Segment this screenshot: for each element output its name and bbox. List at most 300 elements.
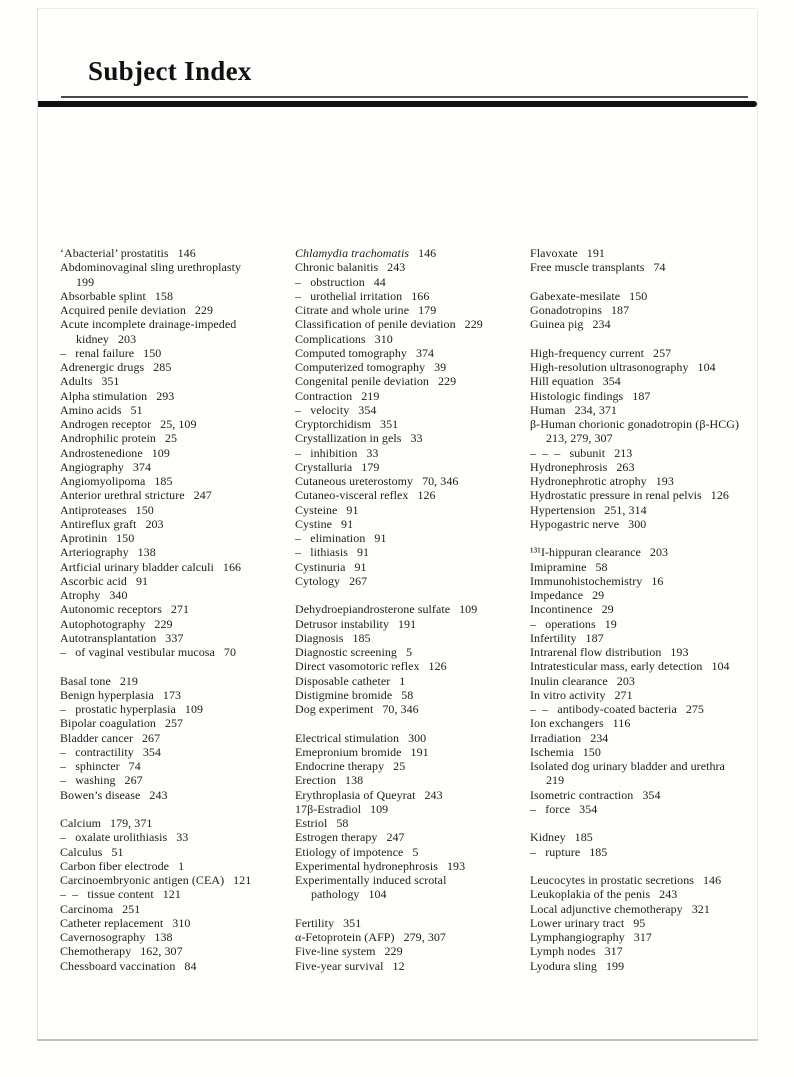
entry-page-numbers: 1: [399, 673, 406, 688]
entry-page-numbers: 285: [153, 360, 172, 374]
index-entry: [60, 745, 295, 759]
index-entry: [295, 260, 530, 274]
index-entry: [60, 959, 295, 973]
entry-page-numbers: 126: [428, 659, 447, 674]
entry-page-numbers: 74: [653, 260, 666, 275]
entry-term: Guinea pig: [530, 317, 584, 332]
entry-term: Androgen receptor: [60, 417, 152, 431]
entry-term: Intratesticular mass, early detection: [530, 659, 703, 674]
index-entry: [60, 503, 295, 517]
index-entry: [60, 887, 295, 901]
entry-term: Direct vasomotoric reflex: [295, 659, 420, 674]
index-entry: [295, 374, 530, 388]
line-spacer: [295, 588, 530, 602]
entry-page-numbers: 257: [164, 716, 184, 731]
index-columns: [60, 246, 765, 973]
entry-page-numbers: 84: [184, 958, 197, 973]
entry-term: Basal tone: [60, 673, 111, 688]
index-entry: [530, 246, 765, 260]
index-entry: [530, 503, 765, 517]
entry-page-numbers: 234, 371: [574, 402, 617, 417]
index-entry: [295, 531, 530, 545]
entry-page-numbers: 187: [610, 303, 630, 317]
entry-page-numbers: 109: [151, 445, 170, 460]
index-entry: [295, 930, 530, 944]
index-entry: [295, 830, 530, 844]
entry-term: Autotransplantation: [60, 630, 157, 645]
entry-term: – lithiasis: [295, 545, 348, 560]
entry-page-numbers: 91: [135, 573, 149, 588]
entry-term: Histologic findings: [530, 388, 624, 403]
entry-page-numbers: 374: [132, 459, 152, 474]
entry-page-numbers: 166: [222, 559, 242, 574]
index-entry: [530, 360, 765, 374]
entry-term: Inulin clearance: [530, 673, 608, 688]
entry-term: kidney: [76, 331, 109, 346]
entry-term: Amino acids: [60, 402, 122, 417]
entry-term: Lymph nodes: [530, 944, 596, 959]
entry-page-numbers: 25, 109: [160, 417, 197, 431]
entry-page-numbers: 279, 307: [403, 930, 446, 944]
entry-term: Ischemia: [530, 744, 574, 759]
index-entry: [295, 346, 530, 360]
index-entry: [530, 845, 765, 859]
entry-term: Estrogen therapy: [295, 830, 378, 845]
index-entry: [295, 816, 530, 830]
entry-page-numbers: 321: [691, 901, 710, 916]
entry-term: Carcinoembryonic antigen (CEA): [60, 873, 225, 887]
index-entry: [60, 916, 295, 930]
entry-page-numbers: 150: [582, 744, 601, 759]
entry-term: Imipramine: [530, 559, 587, 574]
entry-page-numbers: 243: [659, 887, 678, 902]
entry-page-numbers: 91: [374, 531, 387, 545]
entry-term: Carbon fiber electrode: [60, 858, 170, 873]
entry-page-numbers: 187: [632, 388, 651, 403]
index-column-2: [295, 246, 530, 973]
index-entry: [530, 574, 765, 588]
entry-page-numbers: 310: [172, 915, 191, 930]
entry-page-numbers: 91: [357, 545, 370, 560]
entry-term: – – antibody-coated bacteria: [530, 702, 677, 716]
entry-term: Hydrostatic pressure in renal pelvis: [530, 488, 702, 503]
entry-term: Cysteine: [295, 502, 338, 517]
index-entry: [530, 916, 765, 930]
entry-page-numbers: 271: [614, 687, 633, 702]
index-entry: [530, 745, 765, 759]
entry-term: Cutaneous ureterostomy: [295, 474, 414, 488]
entry-term: Intrarenal flow distribution: [530, 645, 662, 659]
entry-term: Ion exchangers: [530, 716, 604, 731]
entry-term: Irradiation: [530, 730, 582, 745]
entry-page-numbers: 203: [649, 545, 669, 560]
index-entry: [530, 517, 765, 531]
index-entry: [295, 759, 530, 773]
entry-page-numbers: 247: [386, 830, 405, 845]
entry-term: – prostatic hyperplasia: [60, 702, 176, 716]
entry-term: Isometric contraction: [530, 787, 634, 802]
index-entry: [60, 289, 295, 303]
index-entry: [60, 317, 295, 331]
entry-page-numbers: 29: [592, 588, 605, 602]
entry-term: ‘Abacterial’ prostatitis: [60, 246, 169, 260]
entry-page-numbers: 193: [446, 858, 466, 873]
entry-term: – – – subunit: [530, 445, 606, 460]
entry-term: Aprotinin: [60, 531, 108, 545]
entry-term: – oxalate urolithiasis: [60, 830, 168, 845]
entry-page-numbers: 109: [459, 602, 478, 617]
entry-term: Endocrine therapy: [295, 759, 385, 773]
index-entry: [295, 488, 530, 502]
index-entry: [530, 902, 765, 916]
entry-term: – rupture: [530, 844, 581, 859]
entry-term: Calcium: [60, 816, 102, 830]
entry-term: – renal failure: [60, 345, 135, 360]
index-entry: [530, 260, 765, 274]
index-entry: [530, 460, 765, 474]
entry-page-numbers: 267: [124, 773, 143, 788]
entry-page-numbers: 185: [589, 844, 608, 859]
index-entry: [530, 289, 765, 303]
index-entry: [60, 702, 295, 716]
index-entry: [60, 460, 295, 474]
entry-term: Crystalluria: [295, 459, 353, 474]
index-entry: [60, 731, 295, 745]
entry-term: Leucocytes in prostatic secretions: [530, 873, 694, 887]
index-entry: [295, 845, 530, 859]
entry-page-numbers: 243: [149, 787, 168, 802]
entry-term: Crystallization in gels: [295, 431, 402, 446]
index-entry: [60, 260, 295, 274]
index-entry: [60, 275, 295, 289]
entry-term: – inhibition: [295, 445, 358, 460]
index-entry: [295, 246, 530, 260]
line-spacer: [530, 816, 765, 830]
entry-term: Gonadotropins: [530, 303, 602, 317]
index-entry: [530, 887, 765, 901]
index-entry: [530, 389, 765, 403]
entry-page-numbers: 146: [702, 873, 722, 887]
line-spacer: [60, 802, 295, 816]
index-entry: [60, 773, 295, 787]
entry-term: Adrenergic drugs: [60, 360, 145, 374]
entry-page-numbers: 146: [418, 246, 437, 260]
entry-term: – of vaginal vestibular mucosa: [60, 645, 215, 659]
entry-term: 199: [76, 274, 95, 289]
entry-term: Complications: [295, 331, 366, 346]
entry-term: Chlamydia trachomatis: [295, 246, 410, 260]
entry-page-numbers: 191: [398, 616, 417, 631]
entry-page-numbers: 162, 307: [140, 944, 183, 959]
index-entry: [295, 916, 530, 930]
entry-term: – washing: [60, 773, 116, 788]
entry-term: Isolated dog urinary bladder and urethra: [530, 759, 725, 773]
entry-page-numbers: 203: [117, 331, 137, 346]
entry-term: Kidney: [530, 830, 566, 845]
index-entry: [530, 560, 765, 574]
entry-page-numbers: 257: [653, 345, 672, 360]
entry-page-numbers: 185: [154, 474, 173, 488]
entry-term: Atrophy: [60, 588, 101, 602]
entry-page-numbers: 219: [361, 388, 380, 403]
entry-term: Distigmine bromide: [295, 687, 393, 702]
entry-term: Benign hyperplasia: [60, 687, 154, 702]
entry-term: Contraction: [295, 388, 353, 403]
entry-term: Congenital penile deviation: [295, 374, 429, 389]
entry-page-numbers: 251, 314: [604, 502, 647, 517]
entry-page-numbers: 138: [137, 545, 156, 560]
index-entry: [530, 688, 765, 702]
entry-page-numbers: 19: [604, 616, 617, 631]
entry-term: Experimental hydronephrosis: [295, 858, 438, 873]
index-column-3: [530, 246, 765, 973]
entry-term: Hill equation: [530, 374, 594, 389]
index-entry: [530, 317, 765, 331]
entry-term: Classification of penile deviation: [295, 317, 456, 332]
entry-page-numbers: 191: [410, 744, 429, 759]
entry-term: Cytology: [295, 573, 341, 588]
entry-page-numbers: 138: [154, 930, 173, 944]
entry-page-numbers: 185: [352, 630, 371, 645]
index-entry: [530, 944, 765, 958]
index-entry: [295, 289, 530, 303]
entry-page-numbers: 229: [194, 303, 214, 317]
entry-page-numbers: 109: [184, 702, 204, 716]
entry-page-numbers: 203: [145, 516, 164, 531]
entry-term: Bipolar coagulation: [60, 716, 156, 731]
entry-term: Antiproteases: [60, 502, 127, 517]
index-entry: [60, 403, 295, 417]
entry-term: Cryptorchidism: [295, 417, 372, 431]
entry-term: Erythroplasia of Queyrat: [295, 787, 416, 802]
index-entry: [295, 617, 530, 631]
entry-term: 17β-Estradiol: [295, 801, 362, 816]
entry-page-numbers: 354: [579, 801, 598, 816]
entry-term: – urothelial irritation: [295, 288, 403, 303]
entry-page-numbers: 275: [685, 702, 704, 716]
entry-page-numbers: 39: [434, 360, 447, 374]
entry-term: Catheter replacement: [60, 915, 164, 930]
entry-page-numbers: 91: [354, 559, 367, 574]
page-edge-left: [37, 8, 38, 1040]
entry-page-numbers: 138: [345, 773, 364, 788]
entry-term: Alpha stimulation: [60, 388, 148, 403]
entry-term: Impedance: [530, 588, 584, 602]
entry-page-numbers: 121: [233, 873, 252, 887]
index-entry: [295, 731, 530, 745]
index-entry: [295, 802, 530, 816]
entry-page-numbers: 213: [614, 445, 633, 460]
entry-page-numbers: 300: [408, 730, 427, 745]
index-entry: [295, 403, 530, 417]
entry-term: Artficial urinary bladder calculi: [60, 559, 214, 574]
entry-page-numbers: 179, 371: [110, 816, 153, 830]
line-spacer: [530, 332, 765, 346]
entry-term: Free muscle transplants: [530, 260, 645, 275]
entry-page-numbers: 33: [366, 445, 379, 460]
entry-term: Local adjunctive chemotherapy: [530, 901, 683, 916]
entry-term: Bladder cancer: [60, 730, 133, 745]
entry-term: Bowen’s disease: [60, 787, 141, 802]
entry-term: Chemotherapy: [60, 944, 132, 959]
entry-page-numbers: 25: [393, 759, 406, 773]
entry-page-numbers: 173: [162, 687, 182, 702]
index-entry: [60, 816, 295, 830]
entry-page-numbers: 150: [143, 345, 162, 360]
entry-term: Hypertension: [530, 502, 596, 517]
entry-page-numbers: 340: [109, 588, 128, 602]
line-spacer: [530, 275, 765, 289]
index-entry: [530, 488, 765, 502]
index-entry: [60, 873, 295, 887]
index-entry: [60, 788, 295, 802]
index-entry: [530, 702, 765, 716]
index-entry: [295, 859, 530, 873]
entry-page-numbers: 251: [122, 901, 141, 916]
entry-term: Detrusor instability: [295, 616, 389, 631]
index-entry: [60, 674, 295, 688]
index-entry: [530, 417, 765, 431]
entry-page-numbers: 271: [170, 602, 190, 617]
index-entry: [530, 873, 765, 887]
entry-term: Dehydroepiandrosterone sulfate: [295, 602, 451, 617]
entry-page-numbers: 121: [162, 887, 181, 902]
entry-page-numbers: 229: [437, 374, 457, 389]
index-entry: [530, 731, 765, 745]
entry-term: Five-year survival: [295, 958, 384, 973]
entry-term: Diagnosis: [295, 630, 344, 645]
entry-term: β-Human chorionic gonadotropin (β-HCG): [530, 417, 740, 431]
entry-page-numbers: 234: [592, 317, 611, 332]
entry-term: Abdominovaginal sling urethroplasty: [60, 260, 242, 275]
entry-term: Disposable catheter: [295, 673, 391, 688]
entry-term: Cystine: [295, 516, 333, 531]
entry-page-numbers: 310: [374, 331, 393, 346]
index-entry: [60, 517, 295, 531]
entry-page-numbers: 179: [361, 459, 380, 474]
index-entry: [295, 431, 530, 445]
index-entry: [295, 788, 530, 802]
entry-term: Acquired penile deviation: [60, 303, 186, 317]
entry-page-numbers: 229: [384, 944, 403, 959]
index-entry: [295, 503, 530, 517]
index-entry: [295, 545, 530, 559]
index-entry: [530, 659, 765, 673]
entry-page-numbers: 247: [193, 488, 212, 503]
entry-term: Lyodura sling: [530, 958, 597, 973]
entry-page-numbers: 104: [711, 659, 730, 674]
title-rule-thick: [38, 101, 757, 107]
index-entry: [530, 303, 765, 317]
entry-page-numbers: 193: [670, 645, 689, 659]
index-entry: [530, 674, 765, 688]
entry-term: Leukoplakia of the penis: [530, 887, 651, 902]
entry-term: α-Fetoprotein (AFP): [295, 930, 395, 944]
entry-page-numbers: 351: [101, 374, 120, 389]
entry-page-numbers: 33: [176, 830, 189, 845]
entry-page-numbers: 267: [142, 730, 161, 745]
entry-page-numbers: 51: [111, 844, 124, 859]
entry-page-numbers: 29: [601, 602, 614, 617]
entry-page-numbers: 104: [697, 360, 716, 374]
entry-page-numbers: 351: [380, 417, 399, 431]
entry-page-numbers: 126: [417, 488, 436, 503]
entry-page-numbers: 354: [642, 787, 661, 802]
index-entry: [295, 944, 530, 958]
entry-term: – obstruction: [295, 274, 365, 289]
entry-page-numbers: 16: [651, 573, 664, 588]
index-entry: [60, 246, 295, 260]
entry-page-numbers: 243: [387, 260, 406, 275]
index-entry: [60, 560, 295, 574]
entry-page-numbers: 44: [373, 274, 386, 289]
index-column-1: [60, 246, 295, 973]
entry-term: – – tissue content: [60, 887, 154, 902]
index-entry: [295, 602, 530, 616]
index-entry: [530, 474, 765, 488]
entry-term: Flavoxate: [530, 246, 578, 260]
entry-term: Antireflux graft: [60, 516, 137, 531]
entry-term: – operations: [530, 616, 596, 631]
index-entry: [60, 488, 295, 502]
index-entry: [530, 645, 765, 659]
page-edge-bottom: [37, 1039, 758, 1041]
line-spacer: [295, 902, 530, 916]
index-entry: [295, 317, 530, 331]
index-entry: [295, 887, 530, 901]
index-entry: [295, 275, 530, 289]
entry-page-numbers: 25: [164, 431, 178, 446]
entry-page-numbers: 116: [612, 716, 631, 731]
entry-term: Hydronephrotic atrophy: [530, 474, 647, 488]
index-entry: [60, 716, 295, 730]
entry-page-numbers: 354: [358, 402, 377, 417]
index-entry: [60, 531, 295, 545]
line-spacer: [295, 716, 530, 730]
entry-page-numbers: 374: [415, 345, 435, 360]
index-entry: [295, 574, 530, 588]
entry-term: Gabexate-mesilate: [530, 288, 621, 303]
index-entry: [530, 431, 765, 445]
index-entry: [60, 474, 295, 488]
entry-page-numbers: 51: [130, 402, 143, 417]
index-entry: [60, 930, 295, 944]
entry-page-numbers: 104: [368, 887, 387, 902]
entry-page-numbers: 1: [178, 858, 185, 873]
entry-term: Androphilic protein: [60, 431, 156, 446]
entry-page-numbers: 70, 346: [382, 702, 419, 716]
entry-term: ¹³¹I-hippuran clearance: [530, 545, 641, 560]
entry-term: Fertility: [295, 915, 335, 930]
line-spacer: [530, 859, 765, 873]
index-entry: [530, 930, 765, 944]
index-entry: [295, 688, 530, 702]
index-entry: [295, 645, 530, 659]
entry-page-numbers: 146: [177, 246, 196, 260]
index-entry: [60, 588, 295, 602]
entry-page-numbers: 70, 346: [422, 474, 459, 488]
entry-term: Cutaneo-visceral reflex: [295, 488, 409, 503]
entry-term: Etiology of impotence: [295, 844, 404, 859]
index-entry: [60, 944, 295, 958]
index-entry: [60, 574, 295, 588]
entry-term: – velocity: [295, 402, 350, 417]
entry-page-numbers: 185: [574, 830, 593, 845]
index-entry: [295, 360, 530, 374]
index-entry: [530, 617, 765, 631]
index-entry: [295, 446, 530, 460]
index-entry: [295, 745, 530, 759]
